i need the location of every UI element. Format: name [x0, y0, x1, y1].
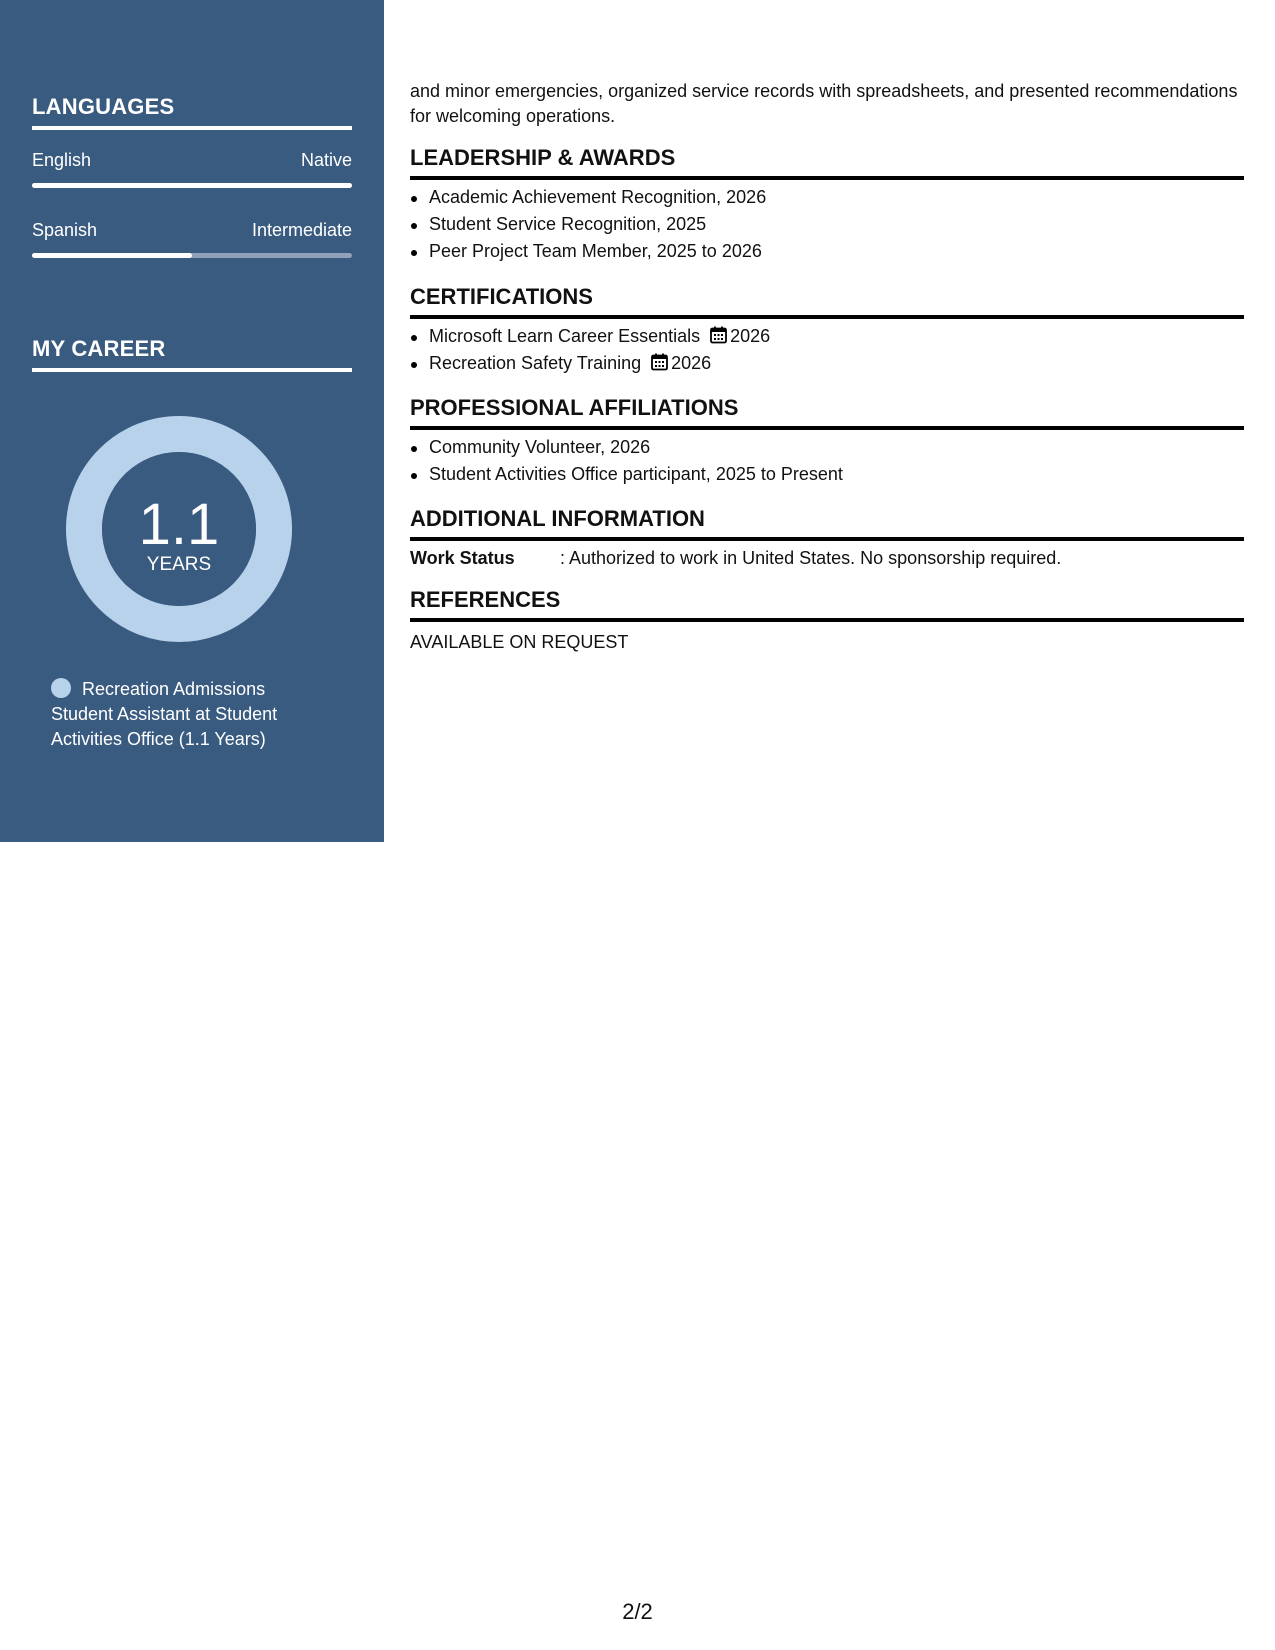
experience-continuation-text: and minor emergencies, organized service records with spreadsheets, and presented recommendations for welcoming operations.: [410, 81, 1238, 126]
affiliations-list: [410, 434, 1244, 488]
career-donut-chart: [66, 416, 292, 642]
language-level: Intermediate: [251, 220, 352, 240]
language-level: Native: [300, 150, 352, 170]
additional-info-heading: ADDITIONAL INFORMATION: [410, 506, 1244, 541]
calendar-icon: [651, 353, 668, 371]
work-status-label: Work Status: [410, 548, 515, 568]
career-total-unit: YEARS: [146, 554, 212, 575]
list-item: Community Volunteer, 2026: [410, 434, 1244, 461]
career-total-value: 1.1: [138, 492, 220, 557]
affiliations-heading: PROFESSIONAL AFFILIATIONS: [410, 395, 1244, 430]
certifications-list: [410, 323, 1244, 377]
list-item: Student Service Recognition, 2025: [410, 211, 1244, 238]
language-bar-fill: [32, 183, 352, 188]
references-heading: REFERENCES: [410, 587, 1244, 622]
language-name: Spanish: [32, 220, 98, 240]
certification-year: 2026: [671, 353, 712, 373]
list-item: Student Activities Office participant, 2025 to Present: [410, 461, 1244, 488]
language-name: English: [32, 150, 92, 170]
career-legend: [51, 677, 321, 752]
work-status-value: : Authorized to work in United States. No sponsorship required.: [560, 548, 1062, 568]
language-bar-track: [32, 183, 352, 188]
leadership-list: [410, 184, 1244, 265]
certification-year: 2026: [730, 326, 771, 346]
leadership-heading: LEADERSHIP & AWARDS: [410, 145, 1244, 180]
languages-heading: LANGUAGES: [32, 94, 352, 130]
certifications-heading: CERTIFICATIONS: [410, 284, 1244, 319]
certification-name: Recreation Safety Training: [429, 353, 642, 373]
career-legend-text: Recreation Admissions Student Assistant at Student Activities Office (1.1 Years): [51, 679, 278, 749]
calendar-icon: [710, 326, 727, 344]
work-status-row: [410, 548, 1244, 569]
language-bar-fill: [32, 253, 192, 258]
certification-name: Microsoft Learn Career Essentials: [429, 326, 701, 346]
sidebar: [0, 0, 384, 842]
list-item: Academic Achievement Recognition, 2026: [410, 184, 1244, 211]
language-bar-track: [32, 253, 352, 258]
certification-item: [410, 350, 1244, 377]
language-spanish: [32, 220, 352, 260]
career-heading: MY CAREER: [32, 336, 352, 372]
certification-item: [410, 323, 1244, 350]
references-text: AVAILABLE ON REQUEST: [410, 632, 629, 652]
language-english: [32, 150, 352, 190]
page-number: 2/2: [622, 1599, 653, 1624]
list-item: Peer Project Team Member, 2025 to 2026: [410, 238, 1244, 265]
legend-dot-icon: [51, 678, 71, 698]
